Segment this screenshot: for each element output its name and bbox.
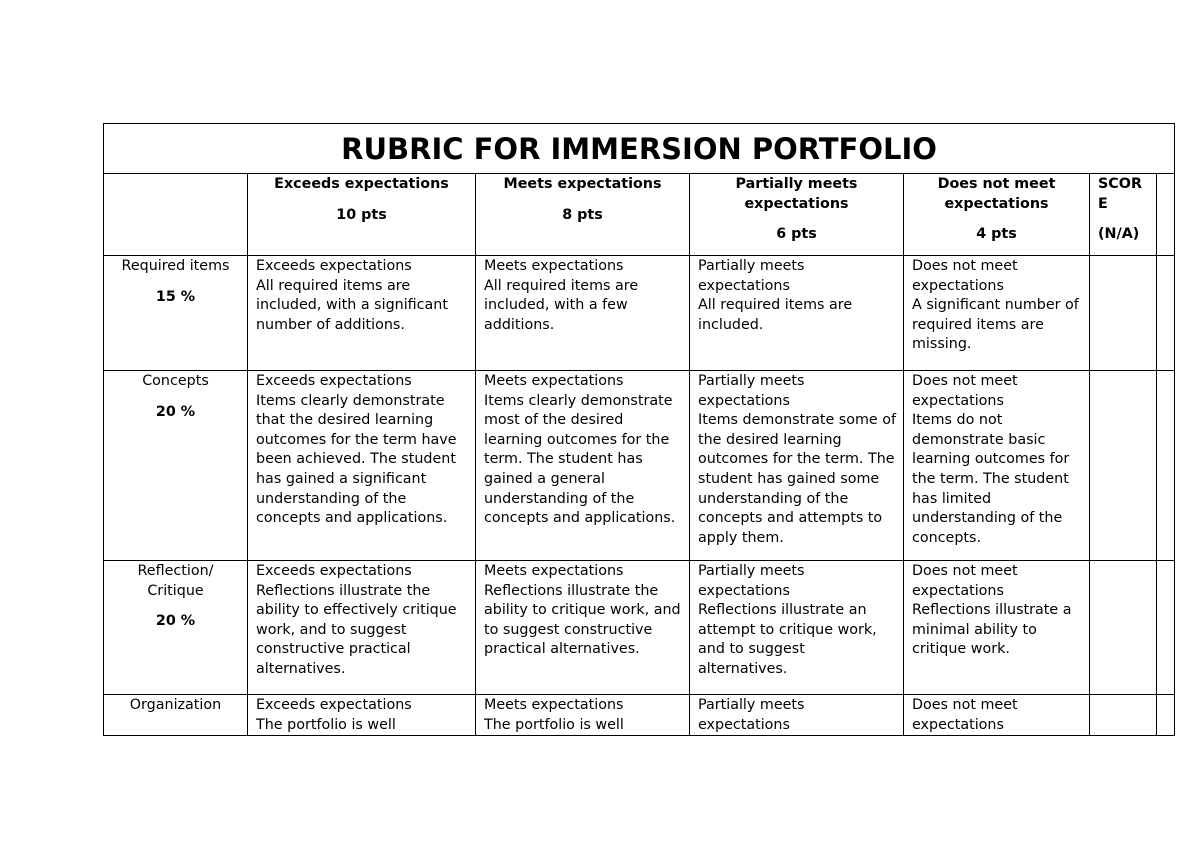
- descriptor-cell: [904, 561, 1090, 695]
- criterion-label: Reflection/ Critique: [137, 563, 214, 599]
- score-cell[interactable]: [1090, 256, 1157, 371]
- header-points: 4 pts: [976, 226, 1017, 243]
- criterion-cell: [104, 561, 248, 695]
- descriptor-level: Partially meets expectations: [698, 258, 805, 294]
- header-level-label: Partially meets expectations: [735, 176, 858, 212]
- descriptor-cell: [248, 371, 476, 561]
- header-points: 10 pts: [336, 206, 387, 223]
- table-row: [104, 561, 1175, 695]
- descriptor-level: Does not meet expectations: [912, 697, 1018, 733]
- descriptor-text: All required items are included, with a few additions.: [484, 277, 639, 333]
- descriptor-text: Items demonstrate some of the desired learning outcomes for the term. The student has gained some understanding of the concepts and attempts to apply them.: [698, 412, 897, 546]
- descriptor-level: Exceeds expectations: [256, 563, 412, 579]
- descriptor-text: A significant number of required items are missing.: [912, 297, 1079, 353]
- score-header-label: SCORE: [1098, 176, 1142, 212]
- extra-cell: [1157, 371, 1175, 561]
- descriptor-level: Partially meets expectations: [698, 373, 805, 409]
- descriptor-cell: [690, 256, 904, 371]
- header-level-label: Does not meet expectations: [937, 176, 1056, 212]
- descriptor-cell: [248, 561, 476, 695]
- header-extra: [1157, 174, 1175, 256]
- score-header-note: (N/A): [1098, 226, 1140, 243]
- criterion-label: Required items: [121, 258, 230, 274]
- header-points: 6 pts: [776, 226, 817, 243]
- descriptor-cell: [476, 695, 690, 736]
- descriptor-text: All required items are included.: [698, 297, 853, 333]
- descriptor-cell: [476, 561, 690, 695]
- header-blank: [104, 174, 248, 256]
- criterion-cell: [104, 695, 248, 736]
- table-row: [104, 256, 1175, 371]
- criterion-cell: [104, 371, 248, 561]
- descriptor-text: All required items are included, with a significant number of additions.: [256, 277, 448, 333]
- descriptor-level: Does not meet expectations: [912, 563, 1018, 599]
- criterion-label: Organization: [129, 697, 222, 713]
- descriptor-level: Does not meet expectations: [912, 373, 1018, 409]
- descriptor-text: The portfolio is well: [256, 716, 396, 733]
- descriptor-text: Items do not demonstrate basic learning outcomes for the term. The student has limited understanding of the concepts.: [912, 412, 1070, 546]
- criterion-cell: [104, 256, 248, 371]
- descriptor-cell: [904, 256, 1090, 371]
- descriptor-level: Exceeds expectations: [256, 258, 412, 274]
- table-row: [104, 695, 1175, 736]
- descriptor-text: Items clearly demonstrate that the desired learning outcomes for the term have been achieved. The student has gained a significant understanding of the concepts and applications.: [256, 392, 457, 527]
- descriptor-cell: [690, 695, 904, 736]
- descriptor-text: Reflections illustrate the ability to effectively critique work, and to suggest constructive practical alternatives.: [256, 582, 457, 677]
- descriptor-level: Exceeds expectations: [256, 697, 412, 713]
- header-level-label: Meets expectations: [503, 176, 662, 192]
- descriptor-text: Reflections illustrate the ability to critique work, and to suggest constructive practical alternatives.: [484, 582, 681, 658]
- descriptor-level: Meets expectations: [484, 258, 624, 274]
- descriptor-text: Reflections illustrate a minimal ability to critique work.: [912, 602, 1072, 658]
- header-points: 8 pts: [562, 206, 603, 223]
- rubric-table: [103, 123, 1175, 736]
- criterion-weight: 20 %: [155, 613, 196, 630]
- descriptor-text: The portfolio is well: [484, 716, 624, 733]
- descriptor-level: Exceeds expectations: [256, 373, 412, 389]
- header-does-not-meet: [904, 174, 1090, 256]
- criterion-weight: 15 %: [155, 288, 196, 305]
- descriptor-level: Partially meets expectations: [698, 697, 805, 733]
- header-exceeds: [248, 174, 476, 256]
- descriptor-cell: [690, 371, 904, 561]
- descriptor-cell: [904, 695, 1090, 736]
- criterion-label: Concepts: [142, 373, 209, 389]
- descriptor-cell: [248, 695, 476, 736]
- score-cell[interactable]: [1090, 561, 1157, 695]
- descriptor-text: Reflections illustrate an attempt to critique work, and to suggest alternatives.: [698, 602, 877, 677]
- descriptor-level: Meets expectations: [484, 697, 624, 713]
- header-partially: [690, 174, 904, 256]
- extra-cell: [1157, 695, 1175, 736]
- descriptor-level: Does not meet expectations: [912, 258, 1018, 294]
- descriptor-cell: [248, 256, 476, 371]
- extra-cell: [1157, 561, 1175, 695]
- descriptor-level: Meets expectations: [484, 563, 624, 579]
- descriptor-level: Partially meets expectations: [698, 563, 805, 599]
- header-meets: [476, 174, 690, 256]
- descriptor-text: Items clearly demonstrate most of the desired learning outcomes for the term. The student has gained a general understanding of the concepts and applications.: [484, 392, 676, 527]
- criterion-weight: 20 %: [155, 403, 196, 420]
- header-row: [104, 174, 1175, 256]
- descriptor-cell: [690, 561, 904, 695]
- extra-cell: [1157, 256, 1175, 371]
- descriptor-cell: [476, 256, 690, 371]
- score-cell[interactable]: [1090, 695, 1157, 736]
- descriptor-level: Meets expectations: [484, 373, 624, 389]
- table-row: [104, 371, 1175, 561]
- descriptor-cell: [904, 371, 1090, 561]
- header-score: [1090, 174, 1157, 256]
- header-level-label: Exceeds expectations: [274, 176, 449, 192]
- rubric-title: RUBRIC FOR IMMERSION PORTFOLIO: [104, 124, 1175, 174]
- descriptor-cell: [476, 371, 690, 561]
- score-cell[interactable]: [1090, 371, 1157, 561]
